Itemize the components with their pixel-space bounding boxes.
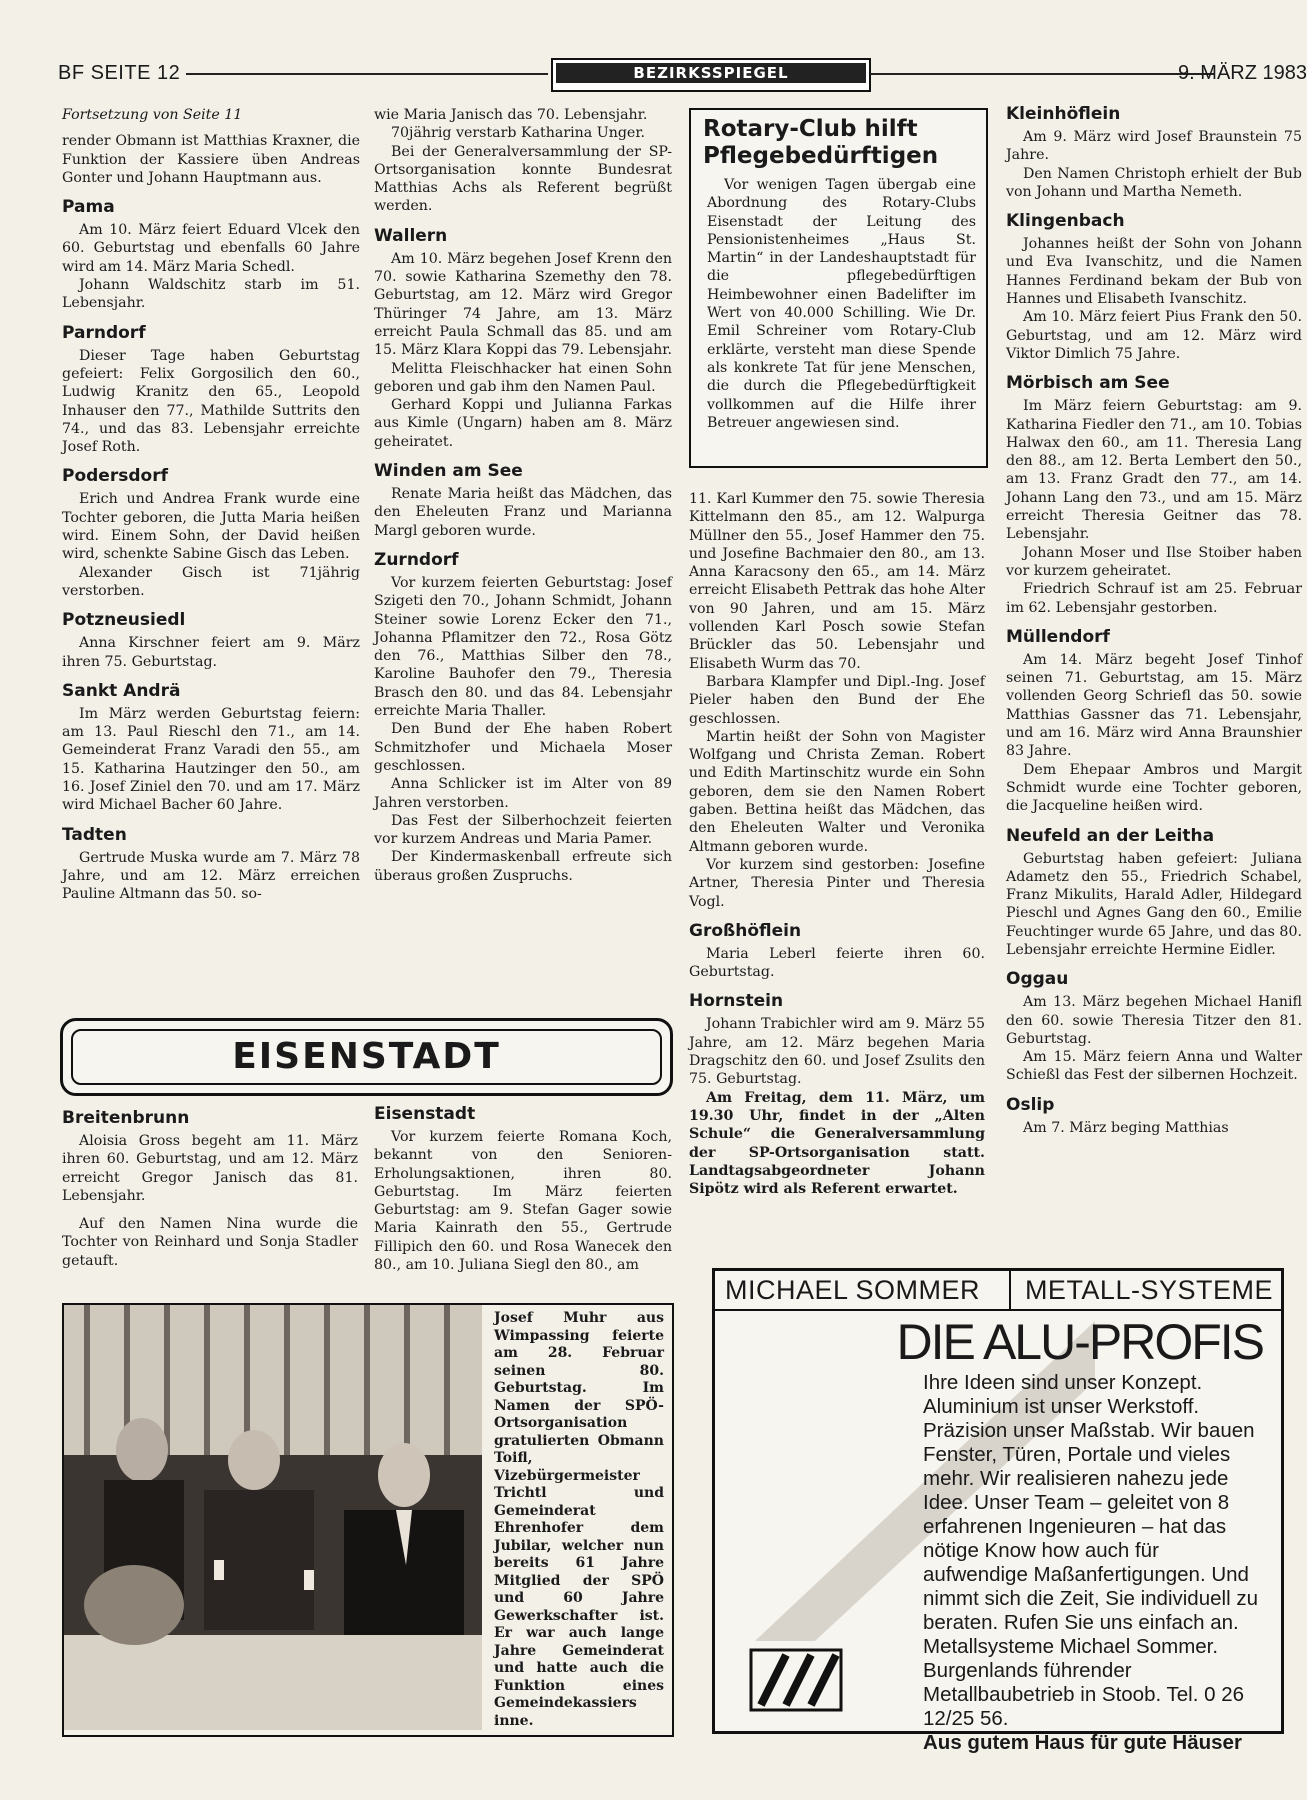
section-title: BEZIRKSSPIEGEL: [556, 63, 866, 83]
article-text: Erich und Andrea Frank wurde eine Tochter geboren, die Jutta Maria heißen wird. Einem Sohn, der David heißen wird, schenkte Sabine Gisch das Leben.: [62, 491, 360, 563]
article-text: Martin heißt der Sohn von Magister Wolfgang und Christa Zeman. Robert und Edith Martinschitz wurde ein Sohn geboren, dem sie den Namen Robert gaben. Bettina heißt das Mädchen, das den Eheleuten Walter und Veronika Altmann geboren wurde.: [689, 728, 985, 855]
heading-moerbisch: Mörbisch am See: [1006, 373, 1170, 394]
ad-body: [923, 1371, 1265, 1755]
article-text: wie Maria Janisch das 70. Lebensjahr.: [374, 107, 648, 123]
article-text: Am 10. März feiert Pius Frank den 50. Geburtstag, und am 12. März wird Viktor Dimlich 75 Jahre.: [1006, 309, 1302, 362]
photo-caption: Josef Muhr aus Wimpassing feierte am 28. Februar seinen 80. Geburtstag. Im Namen der SPÖ-Ortsorganisation gratulierten Obmann Toifl, Vizebürgermeister Trichtl und Gemeinderat Ehrenhofer dem Jubilar, welcher nun bereits 61 Jahre Mitglied der SPÖ und 60 Jahre Gewerkschafter ist. Er war auch lange Jahre Gemeinderat und hatte auch die Funktion eines Gemeindekassiers inne.: [494, 1310, 664, 1729]
column-4: [1006, 104, 1302, 1137]
photo-birthday-celebration: [64, 1305, 482, 1730]
article-text: Im März werden Geburtstag feiern: am 13. Paul Rieschl den 71., am 14. Gemeinderat Franz Varadi den 55., am 15. Katharina Hautzinger den 50., am 16. Josef Ziniel den 70. und am 17. März wird Michael Bacher 60 Jahre.: [62, 705, 360, 814]
heading-muellendorf: Müllendorf: [1006, 626, 1110, 647]
heading-oggau: Oggau: [1006, 969, 1069, 990]
article-text: Vor kurzem feierte Romana Koch, bekannt von den Senioren-Erholungsaktionen, ihren 80. Geburtstag. Im März feierten Geburtstag: am 9. Stefan Gager sowie Maria Kainrath den 55., Gertrude Fillipich den 60. und Rosa Wanecek den 80., am 10. Juliana Siegl den 80., am: [374, 1129, 672, 1274]
column-2: [374, 106, 672, 885]
article-text: Anna Kirschner feiert am 9. März ihren 75. Geburtstag.: [62, 635, 360, 670]
article-text: Im März feiern Geburtstag: am 9. Katharina Fiedler den 71., am 10. Tobias Halwax den 60., am 11. Theresia Lang den 88., am 12. Berta Lembert den 50., am 13. Franz Gradt den 77., am 14. Johann Lang den 73., und am 15. März erreicht Theresia Geitner das 78. Lebensjahr.: [1006, 398, 1302, 543]
article-text: Das Fest der Silberhochzeit feierten vor kurzem Andreas und Maria Pamer.: [374, 812, 672, 848]
article-text: 11. Karl Kummer den 75. sowie Theresia Kittelmann den 85., am 12. Walpurga Müllner den 55., Josef Hammer den 75. und Josefine Bachmaier den 80., am 13. Anna Karacsony den 65., am 14. März erreicht Elisabeth Pettrak das hohe Alter von 90 Jahren, und am 15. März vollenden Karl Posch sowie Stefan Brückler das 50. Lebensjahr und Elisabeth Wurm das 70.: [689, 491, 985, 672]
article-text: Johann Trabichler wird am 9. März 55 Jahre, am 12. März begehen Maria Dragschitz den 60. und Josef Zsulits den 75. Geburtstag.: [689, 1016, 985, 1088]
article-text: Renate Maria heißt das Mädchen, das den Eheleuten Franz und Marianna Margl geboren wurde.: [374, 486, 672, 539]
heading-neufeld: Neufeld an der Leitha: [1006, 825, 1215, 846]
page-number: BF SEITE 12: [58, 62, 181, 84]
heading-sankt-andra: Sankt Andrä: [62, 680, 181, 701]
article-text: Der Kindermaskenball erfreute sich überaus großen Zuspruchs.: [374, 849, 672, 884]
ad-header: [715, 1271, 1281, 1311]
header-rule-right: [870, 73, 1215, 75]
column-eisenstadt-1: [62, 1108, 358, 1270]
heading-eisenstadt: Eisenstadt: [374, 1104, 476, 1124]
article-text: Den Namen Christoph erhielt der Bub von Johann und Martha Nemeth.: [1006, 165, 1302, 200]
heading-podersdorf: Podersdorf: [62, 466, 168, 487]
district-banner-title: EISENSTADT: [71, 1029, 662, 1085]
continuation-note: Fortsetzung von Seite 11: [62, 107, 243, 123]
rotary-headline: Rotary-Club hilft Pflegebedürftigen: [703, 116, 939, 169]
heading-hornstein: Hornstein: [689, 991, 784, 1012]
heading-parndorf: Parndorf: [62, 322, 146, 343]
article-text: Am 7. März beging Matthias: [1023, 1119, 1229, 1136]
article-text: Gertrude Muska wurde am 7. März 78 Jahre, und am 12. März erreichen Pauline Altmann das 50. so-: [62, 849, 360, 903]
ad-body-text: Ihre Ideen sind unser Konzept. Aluminium ist unser Werkstoff. Präzision unser Maßstab. Wir bauen Fenster, Türen, Portale und vieles mehr. Wir realisieren nahezu jede Idee. Unser Team – geleitet von 8 erfahrenen Ingenieuren – hat das nötige Know how auch für aufwendige Maßanfertigungen. Und nimmt sich die Zeit, Sie individuell zu beraten. Rufen Sie uns einfach an. Metallsysteme Michael Sommer. Burgenlands führender Metallbaubetrieb in Stoob. Tel. 0 26 12/25 56.: [923, 1371, 1258, 1730]
article-text: Am 9. März wird Josef Braunstein 75 Jahre.: [1006, 129, 1302, 164]
article-text: Dieser Tage haben Geburtstag gefeiert: Felix Gorgosilich den 60., Ludwig Kranitz den 65., Leopold Inhauser den 77., Mathilde Suttrits den 74., und das 83. Lebensjahr erreichte Josef Roth.: [62, 347, 360, 456]
rotary-body: Vor wenigen Tagen übergab eine Abordnung des Rotary-Clubs Eisenstadt der Leitung des Pensionistenheimes „Haus St. Martin“ in der Landeshauptstadt für die pflegebedürftigen Heimbewohner einen Badelifter im Wert von 40.000 Schilling. Wie Dr. Emil Schreiner vom Rotary-Club erklärte, versteht man diese Spende als konkrete Tat für jene Menschen, die durch die Pflegebedürftigkeit vollkommen auf die Hilfe ihrer Betreuer angewiesen sind.: [707, 177, 976, 431]
column-1: [62, 106, 360, 904]
article-text: Den Bund der Ehe haben Robert Schmitzhofer und Michaela Moser geschlossen.: [374, 721, 672, 774]
article-text: Vor kurzem feierten Geburtstag: Josef Szigeti den 70., Johann Schmidt, Johann Steiner sowie Lorenz Ecker den 71., Johanna Pflamitzer den 72., Rosa Götz den 76., Matthias Silber den 78., Karoline Bauhofer den 79., Theresia Brasch den 80. und das 84. Lebensjahr erreichte Maria Thaller.: [374, 574, 672, 720]
article-text: Friedrich Schrauf ist am 25. Februar im 62. Lebensjahr gestorben.: [1006, 581, 1302, 616]
article-text: Am 10. März feiert Eduard Vlcek den 60. Geburtstag und ebenfalls 60 Jahre wird am 14. März Maria Schedl.: [62, 222, 360, 275]
heading-zurndorf: Zurndorf: [374, 549, 459, 570]
rotary-article-box: [689, 108, 988, 468]
advertisement-sommer: [712, 1268, 1284, 1754]
district-banner: [60, 1018, 673, 1096]
heading-kleinhoeflein: Kleinhöflein: [1006, 104, 1121, 124]
heading-oslip: Oslip: [1006, 1094, 1055, 1115]
article-text: Maria Leberl feierte ihren 60. Geburtstag.: [689, 945, 985, 981]
article-text: Am Freitag, dem 11. März, um 19.30 Uhr, findet in der „Alten Schule“ die Generalversammlung der SP-Ortsorganisation statt. Landtagsabgeordneter Johann Sipötz wird als Referent erwartet.: [689, 1089, 985, 1198]
article-text: Auf den Namen Nina wurde die Tochter von Reinhard und Sonja Stadler getauft.: [62, 1216, 358, 1269]
article-text: Gerhard Koppi und Julianna Farkas aus Kimle (Ungarn) haben am 8. März geheiratet.: [374, 397, 672, 450]
column-eisenstadt-2: [374, 1104, 672, 1274]
heading-potzneusiedl: Potzneusiedl: [62, 610, 186, 631]
heading-grosshoeflein: Großhöflein: [689, 920, 802, 941]
article-text: render Obmann ist Matthias Kraxner, die Funktion der Kassiere üben Andreas Gonter und Johann Hauptmann aus.: [62, 133, 360, 186]
heading-wallern: Wallern: [374, 225, 448, 246]
photo-image: [64, 1305, 482, 1730]
article-text: Am 14. März begeht Josef Tinhof seinen 71. Geburtstag, am 15. März vollenden Georg Schriefl das 50. sowie Matthias Gassner das 71. Lebensjahr, und am 16. März wird Anna Braunshier 83 Jahre.: [1006, 651, 1302, 760]
article-text: Am 13. März begehen Michael Hanifl den 60. sowie Theresia Titzer den 81. Geburtstag.: [1006, 994, 1302, 1047]
ad-header-divider: [1009, 1271, 1011, 1309]
heading-klingenbach: Klingenbach: [1006, 211, 1125, 232]
column-3: [689, 490, 985, 1198]
ad-tag: METALL-SYSTEME: [1024, 1275, 1273, 1305]
company-logo-icon: [741, 1645, 851, 1715]
ad-headline: DIE ALU-PROFIS: [896, 1314, 1263, 1370]
heading-pama: Pama: [62, 197, 115, 218]
article-text: Johannes heißt der Sohn von Johann und Eva Ivanschitz, und die Namen Hannes Ferdinand bekam der Bub von Hannes und Elisabeth Ivanschitz.: [1006, 236, 1302, 308]
article-text: Anna Schlicker ist im Alter von 89 Jahren verstorben.: [374, 776, 672, 811]
article-text: Geburtstag haben gefeiert: Juliana Adametz den 55., Friedrich Schabel, Franz Mikulits, Harald Adler, Hildegard Pieschl und Agnes Gang den 60., Emilie Feuchtinger wurde 65 Jahre, und das 80. Lebensjahr erreichte Hermine Eidler.: [1006, 850, 1302, 958]
article-text: Johann Moser und Ilse Stoiber haben vor kurzem geheiratet.: [1006, 544, 1302, 579]
article-text: Vor kurzem sind gestorben: Josefine Artner, Theresia Pinter und Theresia Vogl.: [689, 856, 985, 910]
ad-company: MICHAEL SOMMER: [725, 1275, 981, 1305]
article-text: Melitta Fleischhacker hat einen Sohn geboren und gab ihm den Namen Paul.: [374, 360, 672, 395]
ad-slogan: Aus gutem Haus für gute Häuser: [923, 1731, 1242, 1754]
article-text: 70jährig verstarb Katharina Unger.: [391, 125, 646, 142]
article-text: Barbara Klampfer und Dipl.-Ing. Josef Pieler haben den Bund der Ehe geschlossen.: [689, 673, 985, 727]
issue-date: 9. MÄRZ 1983: [1178, 62, 1307, 84]
page-header: [58, 58, 1307, 90]
header-rule-left: [186, 73, 548, 75]
section-title-box: [551, 58, 871, 92]
article-text: Dem Ehepaar Ambros und Margit Schmidt wurde eine Tochter geboren, die Jacqueline heißen wird.: [1006, 761, 1302, 815]
heading-tadten: Tadten: [62, 824, 127, 845]
article-text: Bei der Generalversammlung der SP-Ortsorganisation konnte Bundesrat Matthias Achs als Referent begrüßt werden.: [374, 143, 672, 215]
article-text: Aloisia Gross begeht am 11. März ihren 60. Geburtstag, und am 12. März erreicht Gregor Janisch das 81. Lebensjahr.: [62, 1133, 358, 1204]
heading-winden: Winden am See: [374, 461, 523, 482]
article-text: Am 15. März feiern Anna und Walter Schießl das Fest der silbernen Hochzeit.: [1006, 1049, 1302, 1084]
article-text: Johann Waldschitz starb im 51. Lebensjahr.: [62, 277, 360, 312]
article-text: Am 10. März begehen Josef Krenn den 70. sowie Katharina Szemethy den 78. Geburtstag, am 12. März wird Gregor Thüringer 74 Jahre, am 13. März erreicht Paula Schmall das 85. und am 15. März Klara Koppi das 79. Lebensjahr.: [374, 250, 672, 359]
article-text: Alexander Gisch ist 71jährig verstorben.: [62, 564, 360, 599]
heading-breitenbrunn: Breitenbrunn: [62, 1108, 190, 1128]
